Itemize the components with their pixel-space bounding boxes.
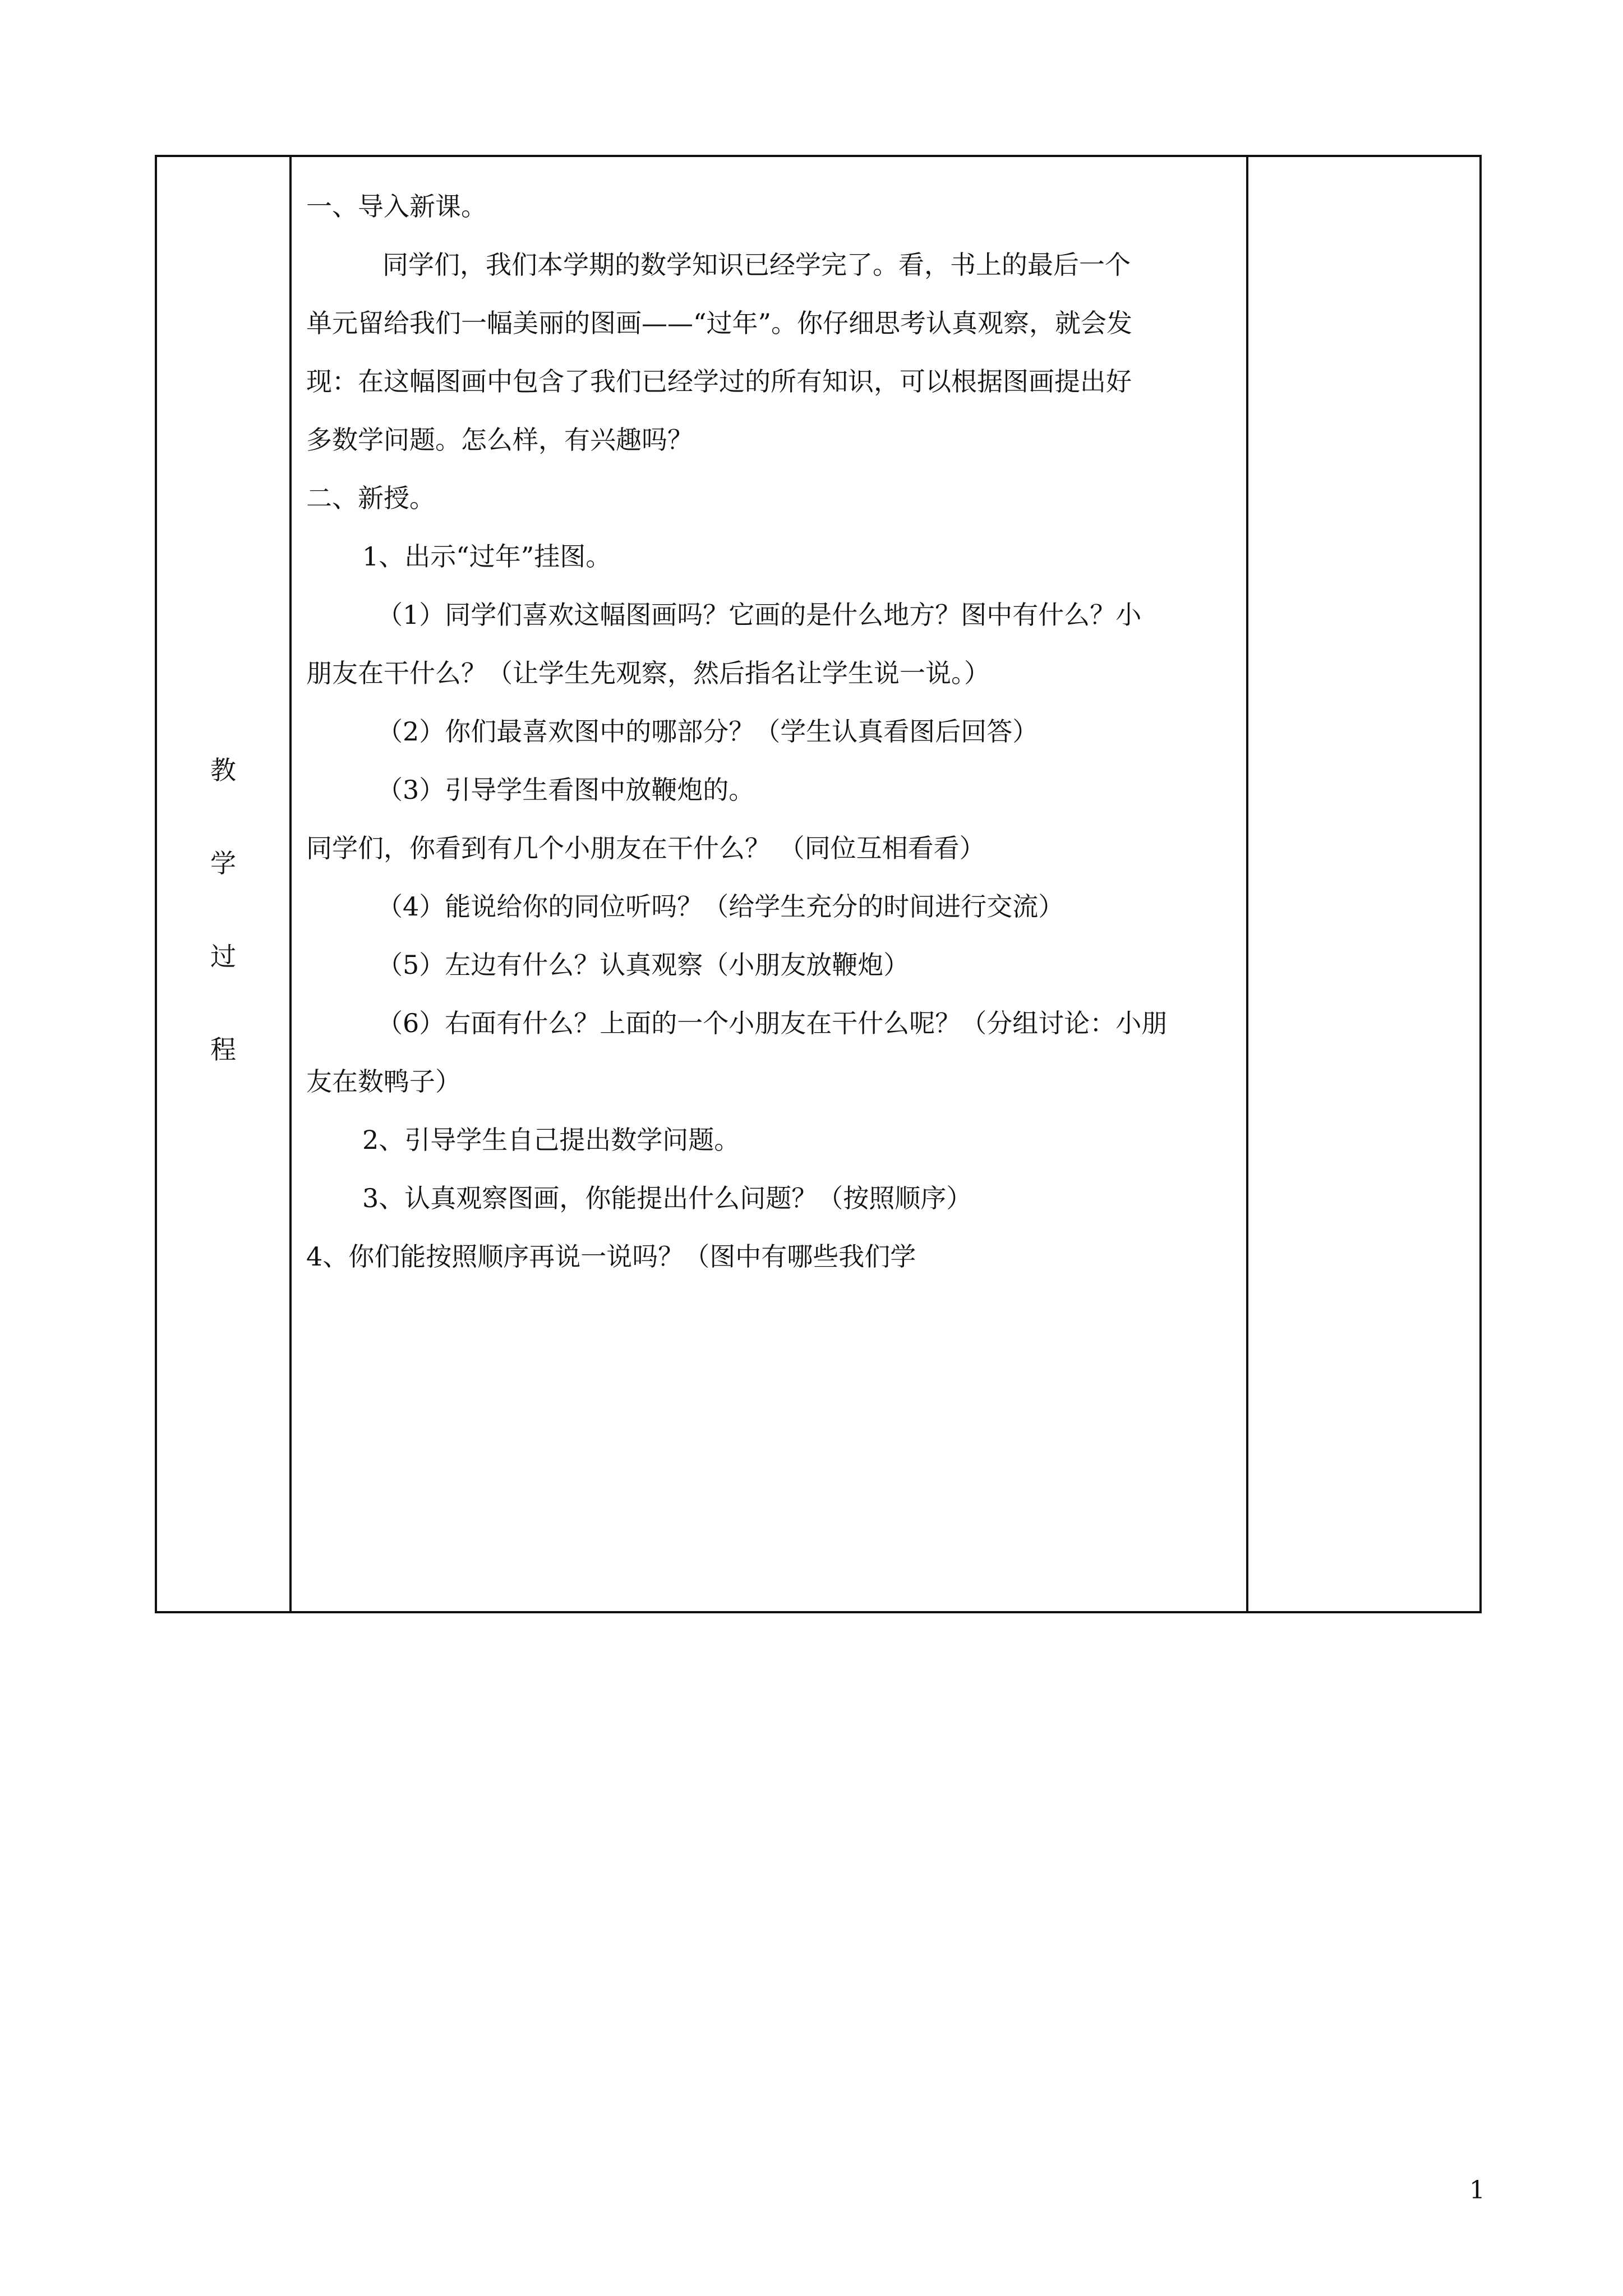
section-label-char: 教 (210, 755, 236, 785)
question-line: （6）右面有什么？上面的一个小朋友在干什么呢？（分组讨论：小朋 (377, 1008, 1168, 1038)
question-line: 朋友在干什么？（让学生先观察，然后指名让学生说一说。） (306, 658, 990, 688)
step-line: 1、出示“过年”挂图。 (362, 541, 612, 572)
content-text (306, 177, 1237, 1286)
question-line: （1）同学们喜欢这幅图画吗？它画的是什么地方？图中有什么？小 (377, 600, 1142, 630)
section-label-char: 程 (210, 1034, 236, 1065)
paragraph-line: 多数学问题。怎么样，有兴趣吗？ (306, 425, 693, 455)
question-line: （2）你们最喜欢图中的哪部分？（学生认真看图后回答） (377, 716, 1039, 747)
content-cell (292, 157, 1248, 1611)
page-number: 1 (1469, 2176, 1485, 2205)
section-label-cell (157, 157, 292, 1611)
paragraph-line: 同学们，我们本学期的数学知识已经学完了。看，书上的最后一个 (382, 250, 1131, 280)
lesson-table (155, 155, 1482, 1613)
heading-intro: 一、导入新课。 (306, 191, 487, 222)
question-line: 同学们，你看到有几个小朋友在干什么？ （同位互相看看） (306, 833, 985, 863)
step-line: 4、你们能按照顺序再说一说吗？（图中有哪些我们学 (306, 1241, 916, 1272)
question-line: 友在数鸭子） (306, 1066, 461, 1097)
paragraph-line: 现：在这幅图画中包含了我们已经学过的所有知识，可以根据图画提出好 (306, 366, 1132, 397)
question-line: （4）能说给你的同位听吗？（给学生充分的时间进行交流） (377, 891, 1064, 922)
section-label-char: 学 (210, 848, 236, 878)
paragraph-line: 单元留给我们一幅美丽的图画——“过年”。你仔细思考认真观察，就会发 (306, 308, 1133, 338)
section-label-char: 过 (210, 941, 236, 972)
heading-new-lesson: 二、新授。 (306, 483, 435, 513)
question-line: （3）引导学生看图中放鞭炮的。 (377, 775, 755, 805)
step-line: 3、认真观察图画，你能提出什么问题？（按照顺序） (362, 1183, 972, 1213)
question-line: （5）左边有什么？认真观察（小朋友放鞭炮） (377, 950, 910, 980)
step-line: 2、引导学生自己提出数学问题。 (362, 1125, 740, 1155)
notes-cell (1248, 157, 1479, 1611)
section-label (157, 724, 289, 1096)
